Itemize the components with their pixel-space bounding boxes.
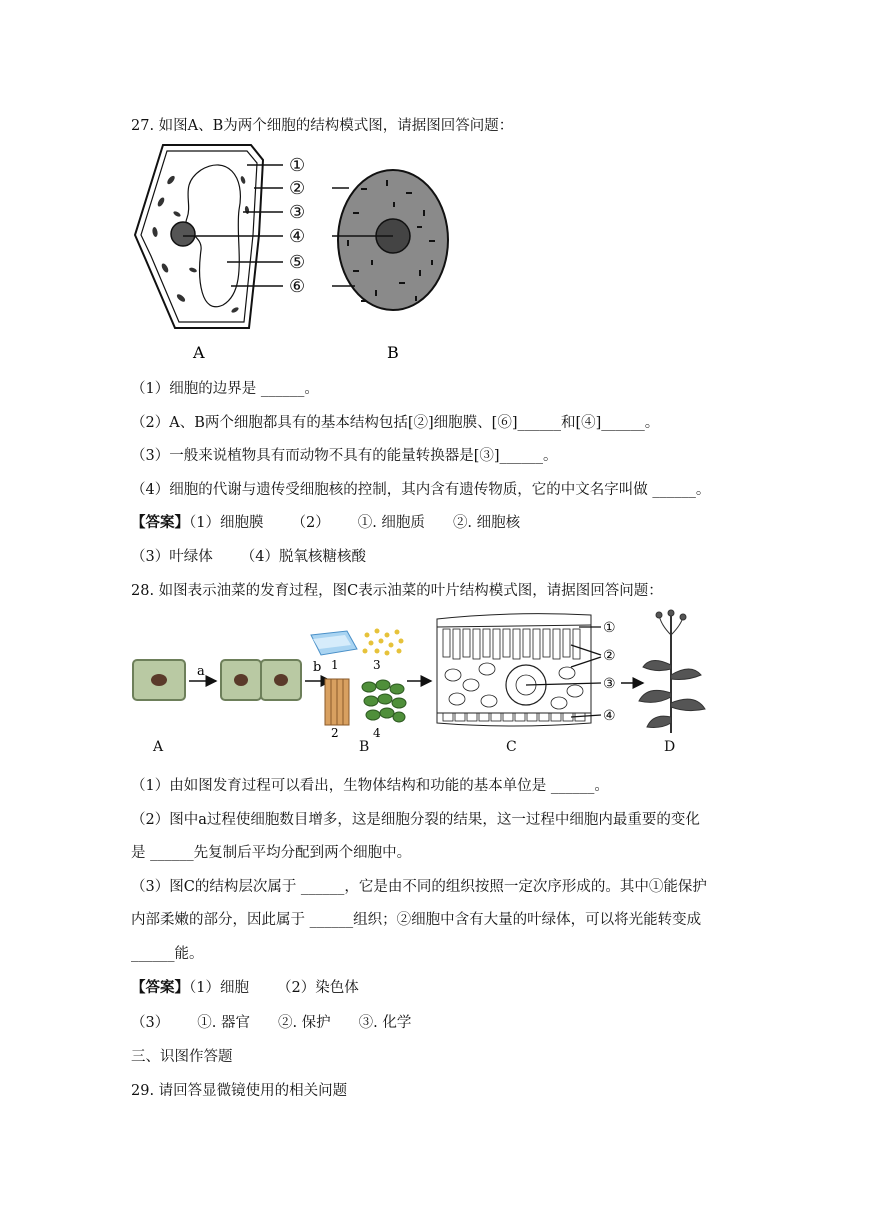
q27-sub3: （3）一般来说植物具有而动物不具有的能量转换器是[③]______。 [131,448,558,464]
leaf-label-1: ① [603,620,616,636]
label-1: ① [289,155,306,176]
answer-part: ①. 器官 [197,1015,250,1031]
answer-part: （1）细胞 [189,980,249,996]
q28-sub2-line2: 是 ______先复制后平均分配到两个细胞中。 [131,845,412,861]
q27-answer-line2 [131,545,366,566]
answer-part: ②. 保护 [277,1015,331,1031]
q27-sub4: （4）细胞的代谢与遗传受细胞核的控制，其内含有遗传物质，它的中文名字叫做 ______。 [131,482,711,498]
label-4: ④ [289,226,306,247]
answer-part: （3）叶绿体 [131,549,213,565]
q28-sub3-line2: 内部柔嫩的部分，因此属于 ______组织；②细胞中含有大量的叶绿体，可以将光能转变成 [131,912,702,928]
tissue-3 [363,629,404,656]
answer-part: ③. 化学 [358,1015,412,1031]
q28-answer-line1 [131,976,359,997]
answer-label: 【答案】 [131,979,189,996]
q29-title: 29. 请回答显微镜使用的相关问题 [131,1083,348,1099]
tissue-num-3: 3 [373,658,381,672]
rapeseed-plant [639,610,705,733]
cell-nucleus [151,674,167,686]
caption-b: B [359,739,370,755]
label-2: ② [289,178,306,199]
answer-part: ①. 细胞质 [357,515,425,531]
tissue-4 [362,680,406,722]
q27-sub1: （1）细胞的边界是 ______。 [131,381,319,397]
section-heading: 三、识图作答题 [131,1049,233,1065]
leaf-label-4: ④ [603,708,616,724]
q28-sub1: （1）由如图发育过程可以看出，生物体结构和功能的基本单位是 ______。 [131,778,609,794]
caption-d: D [664,739,676,755]
tissue-2 [325,679,349,725]
leaf-cross-section [437,614,591,726]
plant-nucleus [171,222,195,246]
tissue-1 [311,631,357,655]
leaf-label-2: ② [603,648,616,664]
cell-diagram [131,140,471,365]
q27-sub2: （2）A、B两个细胞都具有的基本结构包括[②]细胞膜、[⑥]______和[④]______。 [131,415,660,431]
answer-part: （4）脱氧核糖核酸 [240,549,366,565]
q28-title: 28. 如图表示油菜的发育过程，图C表示油菜的叶片结构模式图，请据图回答问题： [131,583,663,599]
q27-title: 27. 如图A、B为两个细胞的结构模式图，请据图回答问题： [131,118,514,134]
answer-part: （2） [291,515,330,531]
answer-part: ②. 细胞核 [452,515,521,531]
development-diagram [131,605,731,760]
answer-part: （1）细胞膜 [189,515,264,531]
arrow-a-label: a [197,664,205,679]
q27-answer-line1 [131,511,520,532]
q28-answer-line2 [131,1011,411,1032]
tissue-num-2: 2 [331,726,339,740]
answer-part: （3） [131,1015,170,1031]
label-5: ⑤ [289,252,306,273]
q28-sub3-line1: （3）图C的结构层次属于 ______，它是由不同的组织按照一定次序形成的。其中①能保护 [131,879,707,895]
label-6: ⑥ [289,276,306,297]
q27-cell-figure [131,140,471,365]
leaf-label-3: ③ [603,676,616,692]
tissue-num-1: 1 [331,658,339,672]
caption-b: B [387,343,399,362]
caption-a: A [193,343,205,362]
q28-development-figure [131,605,731,760]
caption-a: A [153,739,164,755]
arrow-b-label: b [313,660,322,675]
q28-sub2-line1: （2）图中a过程使细胞数目增多，这是细胞分裂的结果，这一过程中细胞内最重要的变化 [131,812,700,828]
caption-c: C [506,739,517,755]
tissue-num-4: 4 [373,726,381,740]
q28-sub3-line3: ______能。 [131,946,204,962]
answer-part: （2）染色体 [276,980,359,996]
answer-label: 【答案】 [131,514,189,531]
label-3: ③ [289,202,306,223]
